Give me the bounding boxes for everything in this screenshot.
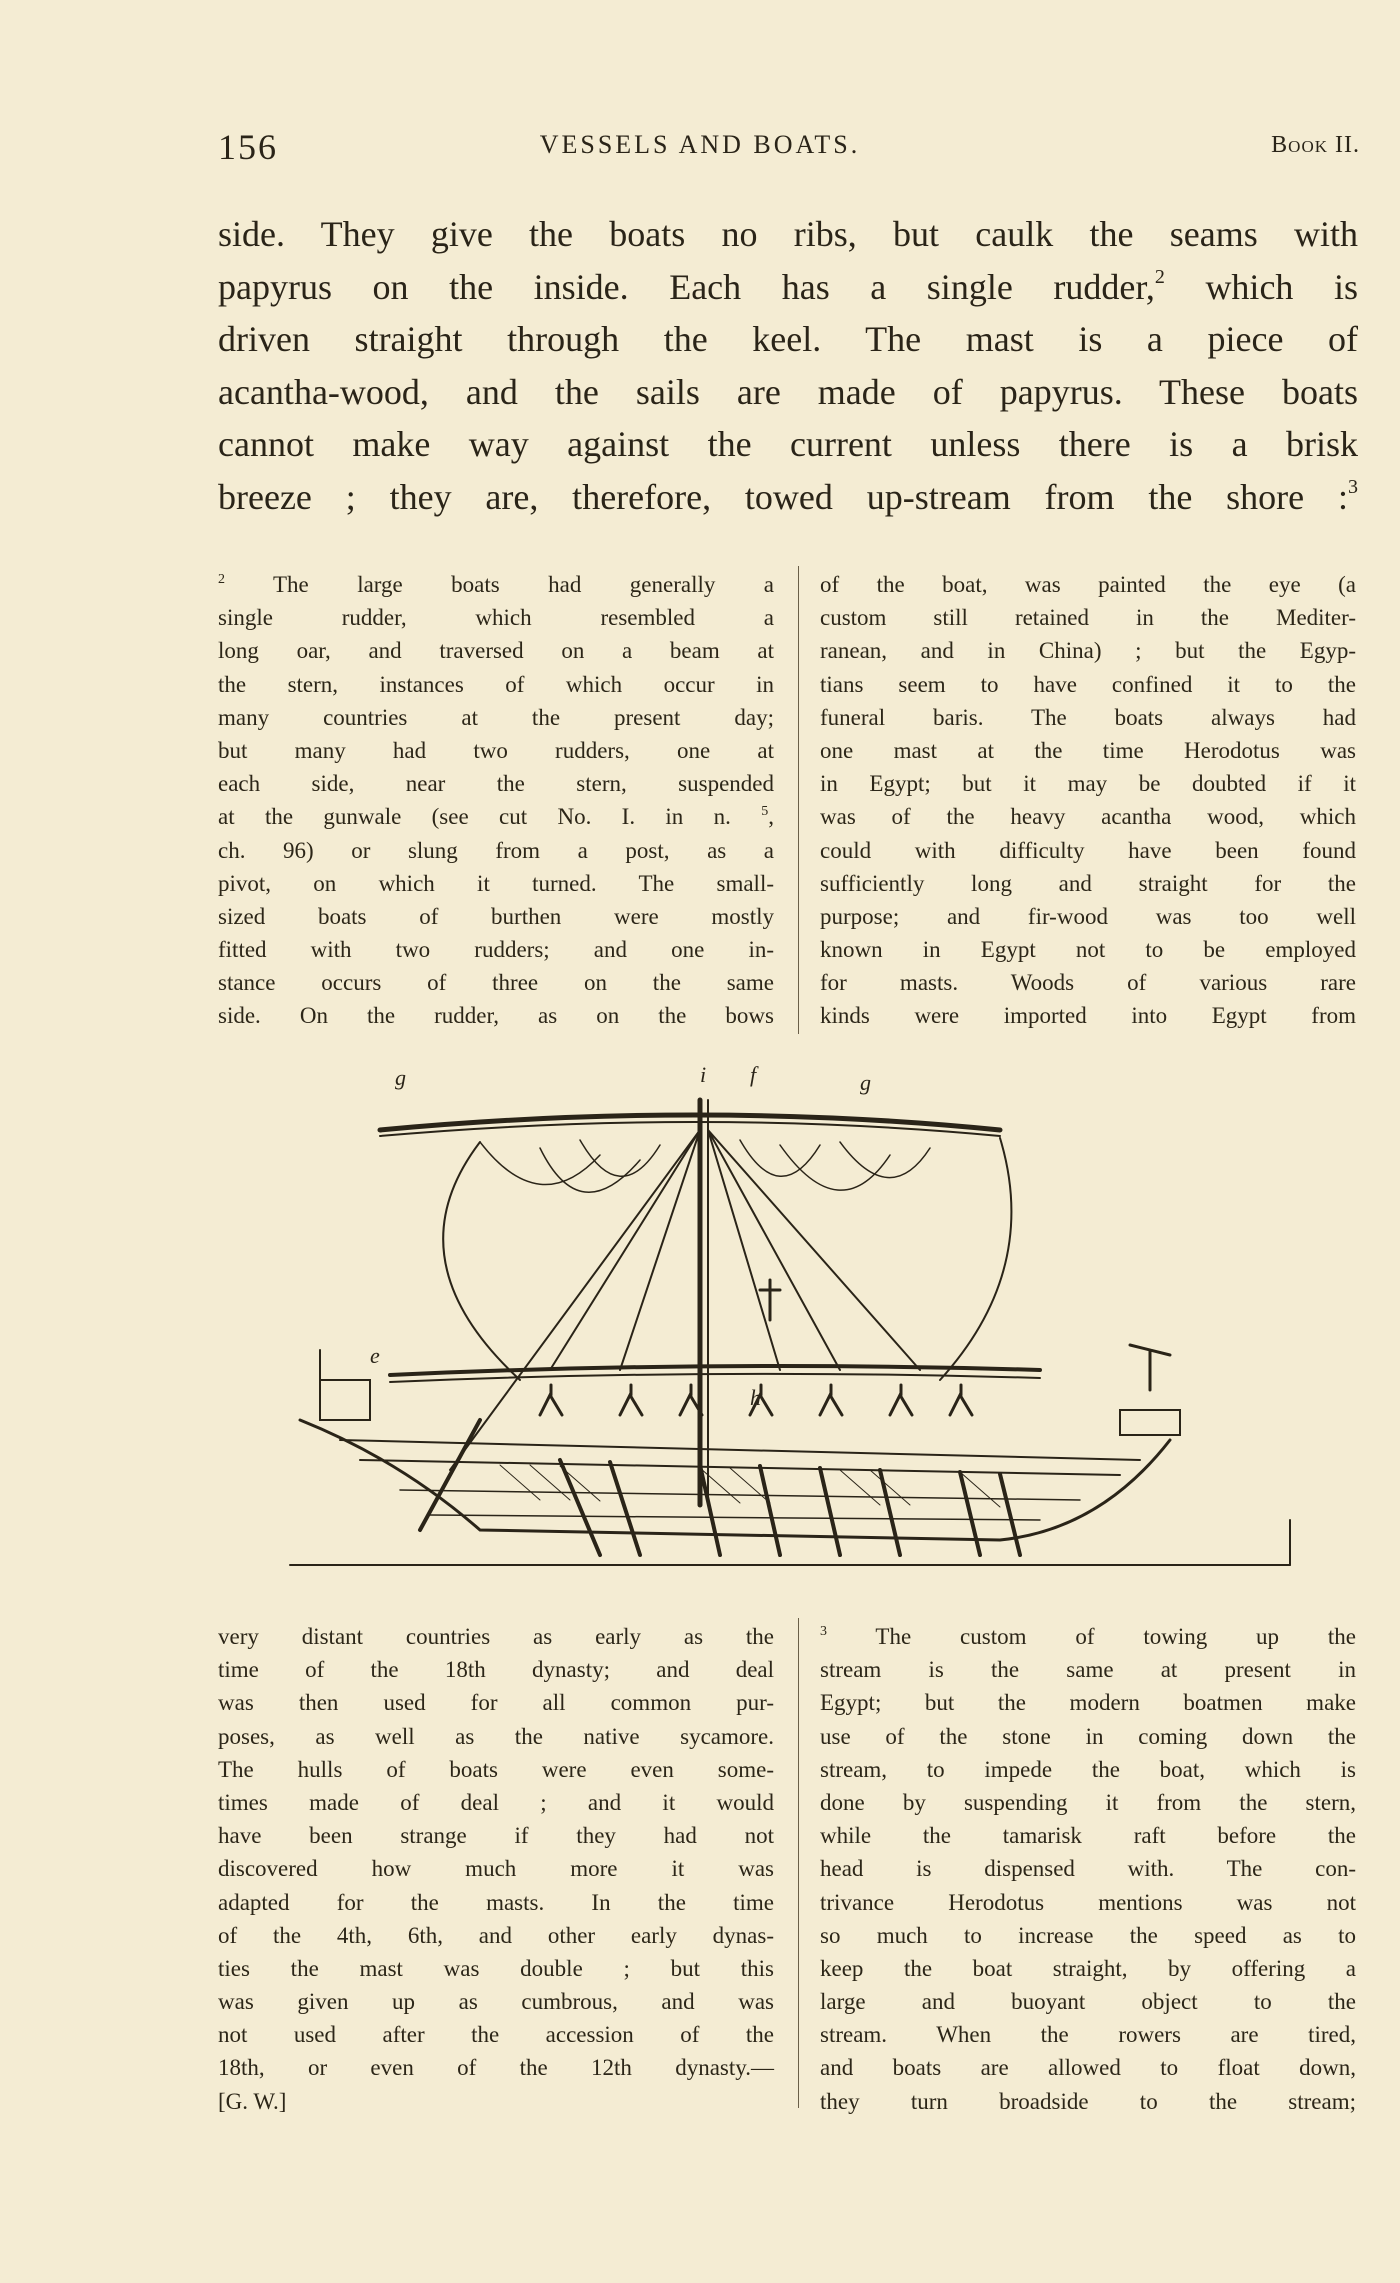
note-line: sized boats of burthen were mostly <box>218 903 774 929</box>
note-line: side. On the rudder, as on the bows <box>218 1003 774 1029</box>
note-line: have been strange if they had not <box>218 1823 774 1849</box>
note-line: done by suspending it from the stern, <box>820 1789 1356 1815</box>
note-line: use of the stone in coming down the <box>820 1723 1356 1749</box>
note-line: was of the heavy acantha wood, which <box>820 804 1356 830</box>
note-line: but many had two rudders, one at <box>218 737 774 763</box>
note-line: stream is the same at present in <box>820 1657 1356 1683</box>
footnote-2-column-right <box>820 568 1356 1033</box>
note-line: discovered how much more it was <box>218 1856 774 1882</box>
note-line: kinds were imported into Egypt from <box>820 1003 1356 1029</box>
note-line: funeral baris. The boats always had <box>820 704 1356 730</box>
main-line: acantha-wood, and the sails are made of papyrus. These boats <box>218 371 1358 412</box>
note-line: fitted with two rudders; and one in- <box>218 937 774 963</box>
note-line: Egypt; but the modern boatmen make <box>820 1690 1356 1716</box>
note-line: single rudder, which resembled a <box>218 605 774 631</box>
figure-label-e: e <box>370 1343 380 1368</box>
page-header <box>0 126 1400 166</box>
note-line: the stern, instances of which occur in <box>218 671 774 697</box>
figure-label-g: g <box>860 1070 871 1095</box>
note-line: stream, to impede the boat, which is <box>820 1756 1356 1782</box>
note-line: time of the 18th dynasty; and deal <box>218 1657 774 1683</box>
note-line: so much to increase the speed as to <box>820 1922 1356 1948</box>
note-line: known in Egypt not to be employed <box>820 937 1356 963</box>
footnote-2-continued <box>218 1620 774 2118</box>
figure-label-h: h <box>750 1385 761 1410</box>
book-label: Book II. <box>1271 132 1360 158</box>
note-line: tians seem to have confined it to the <box>820 671 1356 697</box>
note-line: custom still retained in the Mediter- <box>820 605 1356 631</box>
note-line: times made of deal ; and it would <box>218 1789 774 1815</box>
note-line: could with difficulty have been found <box>820 837 1356 863</box>
note-line: ranean, and in China) ; but the Egyp- <box>820 638 1356 664</box>
footnote-marker: 3 <box>820 1624 827 1639</box>
footnote-ref[interactable]: 3 <box>1348 475 1358 498</box>
note-line: $^2$ The large boats had generally a <box>218 572 774 597</box>
note-line: keep the boat straight, by offering a <box>820 1955 1356 1981</box>
note-line: was given up as cumbrous, and was <box>218 1989 774 2015</box>
note-line: of the 4th, 6th, and other early dynas- <box>218 1922 774 1948</box>
note-line: and boats are allowed to float down, <box>820 2055 1356 2081</box>
note-line: pivot, on which it turned. The small- <box>218 870 774 896</box>
note-line: not used after the accession of the <box>218 2022 774 2048</box>
figure-label-i: i <box>700 1062 707 1087</box>
note-line: for masts. Woods of various rare <box>820 970 1356 996</box>
note-line: was then used for all common pur- <box>218 1690 774 1716</box>
figure-label-g: g <box>395 1065 406 1090</box>
boat-illustration <box>280 1060 1300 1580</box>
note-line: [G. W.] <box>218 2088 287 2114</box>
note-line: many countries at the present day; <box>218 704 774 730</box>
note-line: each side, near the stern, suspended <box>218 771 774 797</box>
main-text <box>218 208 1358 523</box>
column-divider <box>798 1618 799 2108</box>
footnote-2-column-left <box>218 568 774 1033</box>
note-line: 18th, or even of the 12th dynasty.— <box>218 2055 774 2081</box>
note-line: of the boat, was painted the eye (a <box>820 572 1356 597</box>
footnote-marker: 2 <box>218 572 225 587</box>
footnote-3 <box>820 1620 1356 2118</box>
note-line: poses, as well as the native sycamore. <box>218 1723 774 1749</box>
running-title: VESSELS AND BOATS. <box>539 130 861 159</box>
note-line: ties the mast was double ; but this <box>218 1955 774 1981</box>
note-line: very distant countries as early as the <box>218 1624 774 1649</box>
note-line: stance occurs of three on the same <box>218 970 774 996</box>
column-divider <box>798 566 799 1034</box>
main-line: side. They give the boats no ribs, but caulk the seams with <box>218 214 1358 254</box>
main-line: driven straight through the keel. The mast is a piece of <box>218 319 1358 359</box>
note-line: adapted for the masts. In the time <box>218 1889 774 1915</box>
footnote-ref[interactable]: 2 <box>1154 265 1165 288</box>
main-line: cannot make way against the current unless there is a brisk <box>218 424 1358 464</box>
note-line: in Egypt; but it may be doubted if it <box>820 771 1356 797</box>
boat-engraving <box>280 1060 1300 1580</box>
note-line: at the gunwale (see cut No. I. in n. $^5$, <box>218 804 774 830</box>
note-line: purpose; and fir-wood was too well <box>820 903 1356 929</box>
page-number: 156 <box>218 127 278 167</box>
note-line: $^3$ The custom of towing up the <box>820 1624 1356 1649</box>
main-line: papyrus on the inside. Each has a single rudder,$^2$ which is <box>218 265 1358 307</box>
note-line: head is dispensed with. The con- <box>820 1856 1356 1882</box>
note-line: while the tamarisk raft before the <box>820 1823 1356 1849</box>
note-line: stream. When the rowers are tired, <box>820 2022 1356 2048</box>
note-line: sufficiently long and straight for the <box>820 870 1356 896</box>
figure-label-f: f <box>750 1062 757 1087</box>
note-line: long oar, and traversed on a beam at <box>218 638 774 664</box>
note-line: large and buoyant object to the <box>820 1989 1356 2015</box>
note-line: ch. 96) or slung from a post, as a <box>218 837 774 863</box>
note-line: The hulls of boats were even some- <box>218 1756 774 1782</box>
main-line: breeze ; they are, therefore, towed up-stream from the shore :$^3$ <box>218 475 1358 517</box>
note-line: they turn broadside to the stream; <box>820 2088 1356 2114</box>
note-line: trivance Herodotus mentions was not <box>820 1889 1356 1915</box>
note-line: one mast at the time Herodotus was <box>820 737 1356 763</box>
